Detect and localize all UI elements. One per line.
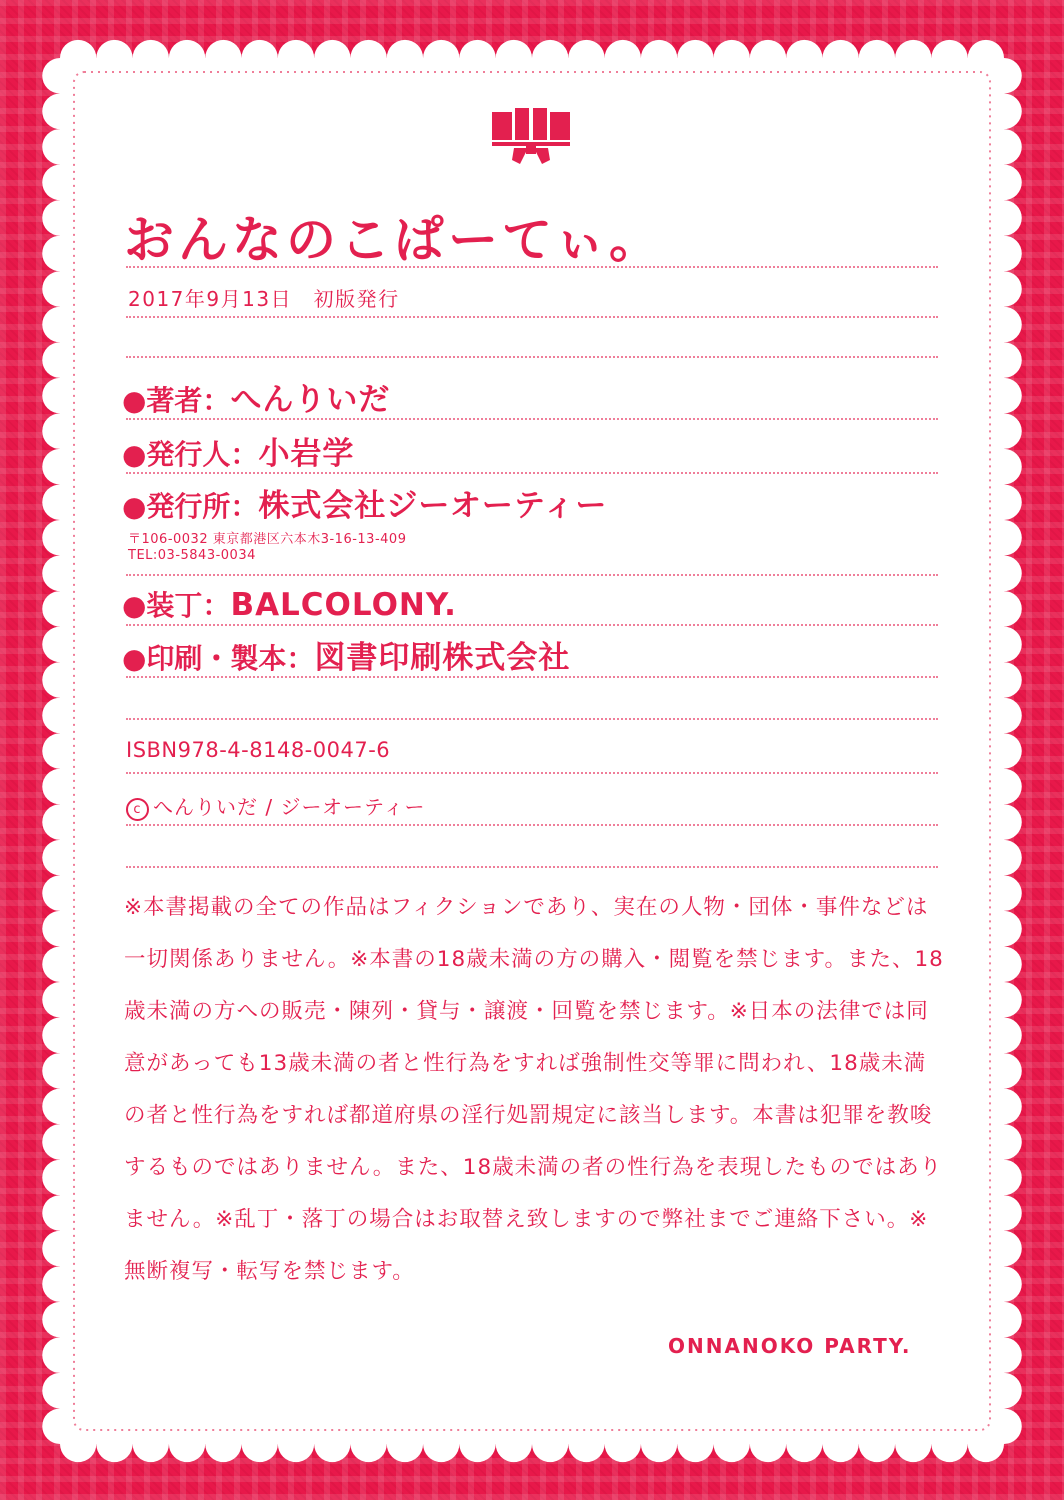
divider bbox=[126, 316, 938, 318]
divider bbox=[126, 472, 938, 474]
design-line bbox=[122, 584, 457, 624]
publisher-tel: TEL:03-5843-0034 bbox=[128, 548, 256, 563]
divider bbox=[126, 266, 938, 268]
publisher-line bbox=[122, 480, 607, 525]
printing-name: 図書印刷株式会社 bbox=[314, 640, 571, 676]
divider bbox=[126, 624, 938, 626]
author-label: ●著者： bbox=[122, 384, 231, 417]
divider bbox=[126, 418, 938, 420]
printing-label: ●印刷・製本： bbox=[122, 642, 315, 675]
design-name: BALCOLONY. bbox=[230, 587, 457, 623]
divider bbox=[126, 772, 938, 774]
divider bbox=[126, 676, 938, 678]
publisher-label: ●発行所： bbox=[122, 490, 259, 523]
legal-notice: ※本書掲載の全ての作品はフィクションであり、実在の人物・団体・事件などは一切関係ありません。※本書の18歳未満の方の購入・閲覧を禁じます。また、18歳未満の方への販売・陳列・貸与・譲渡・回覧を禁じます。※日本の法律では同意があっても13歳未満の者と性行為をすれば強制性交等罪に問われ、18歳未満の者と性行為をすれば都道府県の淫行処罰規定に該当します。本書は犯罪を教唆するものではありません。また、18歳未満の者の性行為を表現したものではありません。※乱丁・落丁の場合はお取替え致しますので弊社までご連絡下さい。※無断複写・転写を禁じます。 bbox=[124, 895, 944, 1284]
publisher-person-name: 小岩学 bbox=[258, 436, 355, 472]
publication-date: 2017年9月13日 初版発行 bbox=[128, 287, 400, 311]
book-title: おんなのこぱーてぃ。 bbox=[124, 211, 663, 269]
ribbon-bow-icon bbox=[492, 106, 570, 164]
copyright-icon: c bbox=[126, 798, 149, 821]
divider bbox=[126, 356, 938, 358]
publisher-person-label: ●発行人： bbox=[122, 438, 259, 471]
printing-line bbox=[122, 632, 570, 677]
copyright-line bbox=[126, 791, 425, 821]
publisher-name: 株式会社ジーオーティー bbox=[258, 488, 608, 524]
design-label: ●装丁： bbox=[122, 589, 231, 622]
author-line bbox=[122, 374, 390, 419]
publisher-address: 〒106-0032 東京都港区六本木3-16-13-409 bbox=[128, 532, 407, 547]
author-name: へんりいだ bbox=[230, 382, 391, 418]
divider bbox=[126, 718, 938, 720]
copyright-text: へんりいだ / ジーオーティー bbox=[153, 795, 426, 819]
isbn: ISBN978-4-8148-0047-6 bbox=[126, 738, 391, 762]
divider bbox=[126, 824, 938, 826]
publisher-person-line bbox=[122, 428, 354, 473]
divider bbox=[126, 574, 938, 576]
divider bbox=[126, 866, 938, 868]
brand-logo-text: ONNANOKO PARTY. bbox=[668, 1334, 912, 1358]
